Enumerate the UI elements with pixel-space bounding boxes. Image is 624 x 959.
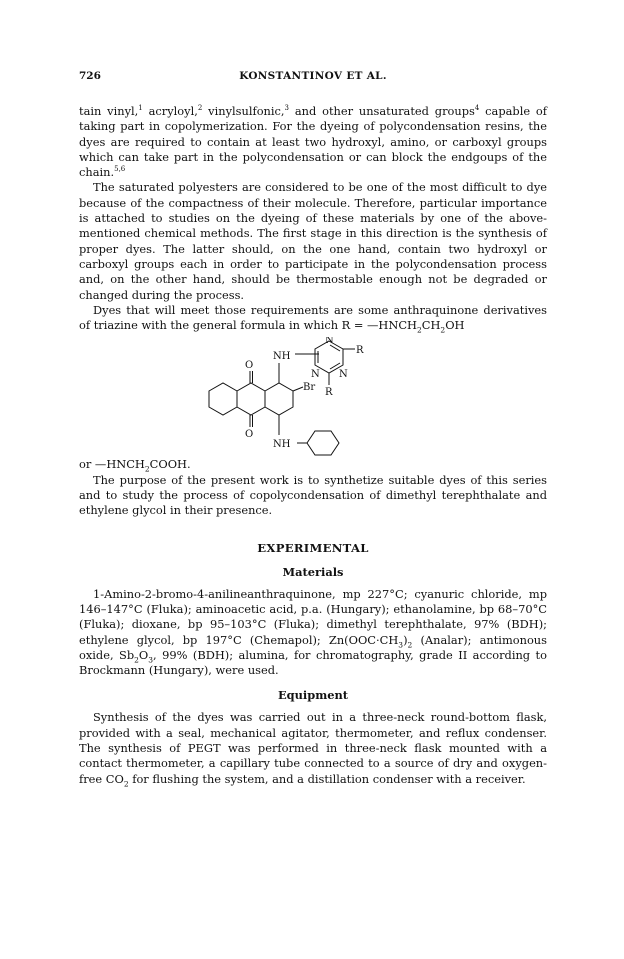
paragraph-equipment bbox=[79, 710, 547, 786]
text-run: capable of taking part in copolymerization. For the dyeing of polycondensation resins, the dyes are required to contain at least two hydroxyl, amino, or carboxyl groups which can take part in the polycondensation or can block the endgoups of the chain. bbox=[79, 104, 547, 180]
paragraph-purpose: The purpose of the present work is to synthetize suitable dyes of this series and to study the process of copolycondensation of dimethyl terephthalate and ethylene glycol in their presence. bbox=[79, 472, 547, 518]
reference-marker: 2 bbox=[197, 104, 203, 113]
subsection-heading-materials: Materials bbox=[282, 564, 344, 579]
text-run: and other unsaturated groups bbox=[289, 104, 475, 118]
atom-label: NH bbox=[273, 351, 291, 363]
paragraph-intro bbox=[79, 104, 547, 180]
text-run: Synthesis of the dyes was carried out in a three-neck round-bottom flask, provided with a seal, mechanical agitator, thermometer, and reflux condenser. The synthesis of PEGT was performed in three-neck flask mounted with a contact thermometer, a capillary tube connected to a source of dry and oxygen-free CO bbox=[79, 710, 547, 786]
text-run: tain vinyl, bbox=[79, 104, 139, 118]
paragraph-saturated-polyesters: The saturated polyesters are considered to be one of the most difficult to dye because of the compactness of their molecule. Therefore, particular importance is attached to studies on the dyeing of these materials by one of the above-mentioned chemical methods. The first stage in this direction is the synthesis of proper dyes. The latter should, on the one hand, contain two hydroxyl or carboxyl groups each in order to participate in the polycondensation process and, on the other hand, should be thermostable enough not be degraded or changed during the process. bbox=[79, 180, 547, 302]
atom-label: N bbox=[325, 337, 334, 347]
ring-left bbox=[209, 383, 237, 415]
subscript: 3 bbox=[398, 639, 404, 649]
paragraph-dyes-requirements bbox=[79, 303, 547, 334]
subscript: 3 bbox=[148, 655, 154, 665]
atom-label: O bbox=[245, 360, 254, 372]
page bbox=[79, 70, 547, 787]
reference-marker: 4 bbox=[474, 104, 480, 113]
text-run: , 99% (BDH); alumina, for chromatography, grade II according to Brockmann (Hungary), were used. bbox=[79, 647, 547, 678]
subscript: 2 bbox=[416, 325, 422, 335]
subscript: 2 bbox=[144, 464, 150, 474]
paragraph-materials bbox=[79, 587, 547, 679]
atom-label: R bbox=[356, 345, 364, 357]
reference-marker: 5,6 bbox=[114, 165, 126, 174]
subscript: 2 bbox=[123, 778, 129, 788]
chemical-structure bbox=[79, 337, 547, 457]
subsection-heading-equipment: Equipment bbox=[277, 688, 349, 703]
subscript: 2 bbox=[134, 655, 139, 665]
atom-label: N bbox=[339, 369, 348, 381]
atom-label: N bbox=[311, 369, 320, 381]
page-number: 726 bbox=[79, 70, 101, 82]
atom-label: NH bbox=[273, 439, 291, 451]
running-head-authors: KONSTANTINOV ET AL. bbox=[239, 70, 387, 82]
reference-marker: 1 bbox=[138, 104, 143, 113]
text-run: 1-Amino-2-bromo-4-anilineanthraquinone, mp 227°C; cyanuric chloride, mp 146–147°C (Fluka); aminoacetic acid, p.a. (Hungary); ethanolamine, bp 68–70°C (Fluka); dioxane, bp 95–103°C (Fluka); dimethyl terephthalate, 97% (BDH); ethylene glycol, bp 197°C (Chemapol); Zn(OOC·CH bbox=[79, 586, 547, 647]
anthraquinone-triazine-structure-diagram bbox=[199, 337, 439, 457]
text-run: OH bbox=[445, 318, 465, 333]
text-run: CH bbox=[421, 318, 441, 333]
text-run: COOH. bbox=[149, 457, 191, 472]
text-run: ) bbox=[403, 632, 408, 647]
reference-marker: 3 bbox=[284, 104, 289, 113]
text-run: acryloyl, bbox=[142, 104, 198, 118]
ring-middle bbox=[237, 383, 265, 415]
text-run: O bbox=[138, 647, 149, 662]
text-run: (Analar); antimonous oxide, Sb bbox=[79, 632, 547, 662]
text-run: Dyes that will meet those requirements are some anthraquinone derivatives of triazine with the general formula in which R = —HNCH bbox=[79, 302, 547, 333]
running-head bbox=[79, 70, 547, 88]
subscript: 2 bbox=[407, 639, 413, 649]
ring-right bbox=[265, 383, 293, 415]
paragraph-or-formula bbox=[79, 457, 547, 472]
atom-label: O bbox=[245, 429, 254, 441]
text-run: or —HNCH bbox=[79, 457, 145, 472]
subscript: 2 bbox=[440, 325, 446, 335]
section-heading-experimental: EXPERIMENTAL bbox=[257, 540, 369, 555]
ring-cyclohexyl bbox=[307, 431, 339, 455]
text-run: vinylsulfonic, bbox=[202, 104, 285, 118]
atom-label: Br bbox=[303, 382, 316, 394]
atom-label: R bbox=[325, 387, 333, 399]
text-run: for flushing the system, and a distillation condenser with a receiver. bbox=[128, 771, 526, 786]
